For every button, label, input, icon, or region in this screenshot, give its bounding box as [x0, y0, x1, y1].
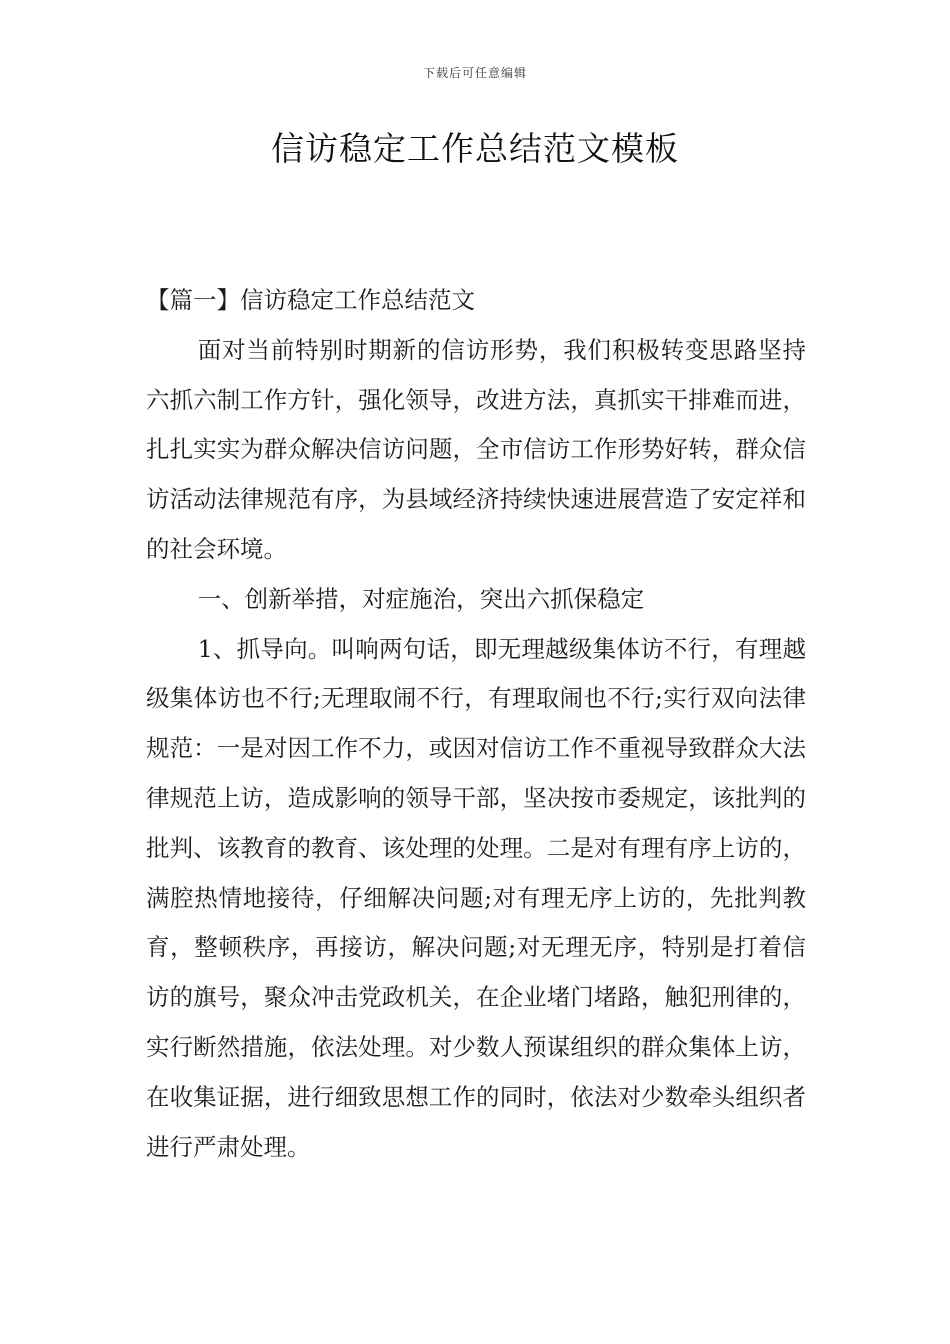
paragraph-intro: 面对当前特别时期新的信访形势，我们积极转变思路坚持六抓六制工作方针，强化领导，改进方法，真抓实干排难而进，扎扎实实为群众解决信访问题，全市信访工作形势好转，群众信访活动法律规范有序，为县域经济持续快速进展营造了安定祥和的社会环境。 [146, 335, 806, 563]
section-heading: 【篇一】信访稳定工作总结范文 [146, 286, 475, 314]
document-body [146, 276, 806, 1172]
document-title: 信访稳定工作总结范文模板 [271, 129, 679, 168]
page-header-note: 下载后可任意编辑 [422, 66, 527, 80]
paragraph-item-1: 1、抓导向。叫响两句话，即无理越级集体访不行，有理越级集体访也不行;无理取闹不行，有理取闹也不行;实行双向法律规范：一是对因工作不力，或因对信访工作不重视导致群众大法律规范上访，造成影响的领导干部，坚决按市委规定，该批判的批判、该教育的教育、该处理的处理。二是对有理有序上访的，满腔热情地接待，仔细解决问题;对有理无序上访的，先批判教育，整顿秩序，再接访，解决问题;对无理无序，特别是打着信访的旗号，聚众冲击党政机关，在企业堵门堵路，触犯刑律的，实行断然措施，依法处理。对少数人预谋组织的群众集体上访，在收集证据，进行细致思想工作的同时，依法对少数牵头组织者进行严肃处理。 [146, 634, 806, 1161]
paragraph-subheading: 一、创新举措，对症施治，突出六抓保稳定 [197, 584, 645, 613]
